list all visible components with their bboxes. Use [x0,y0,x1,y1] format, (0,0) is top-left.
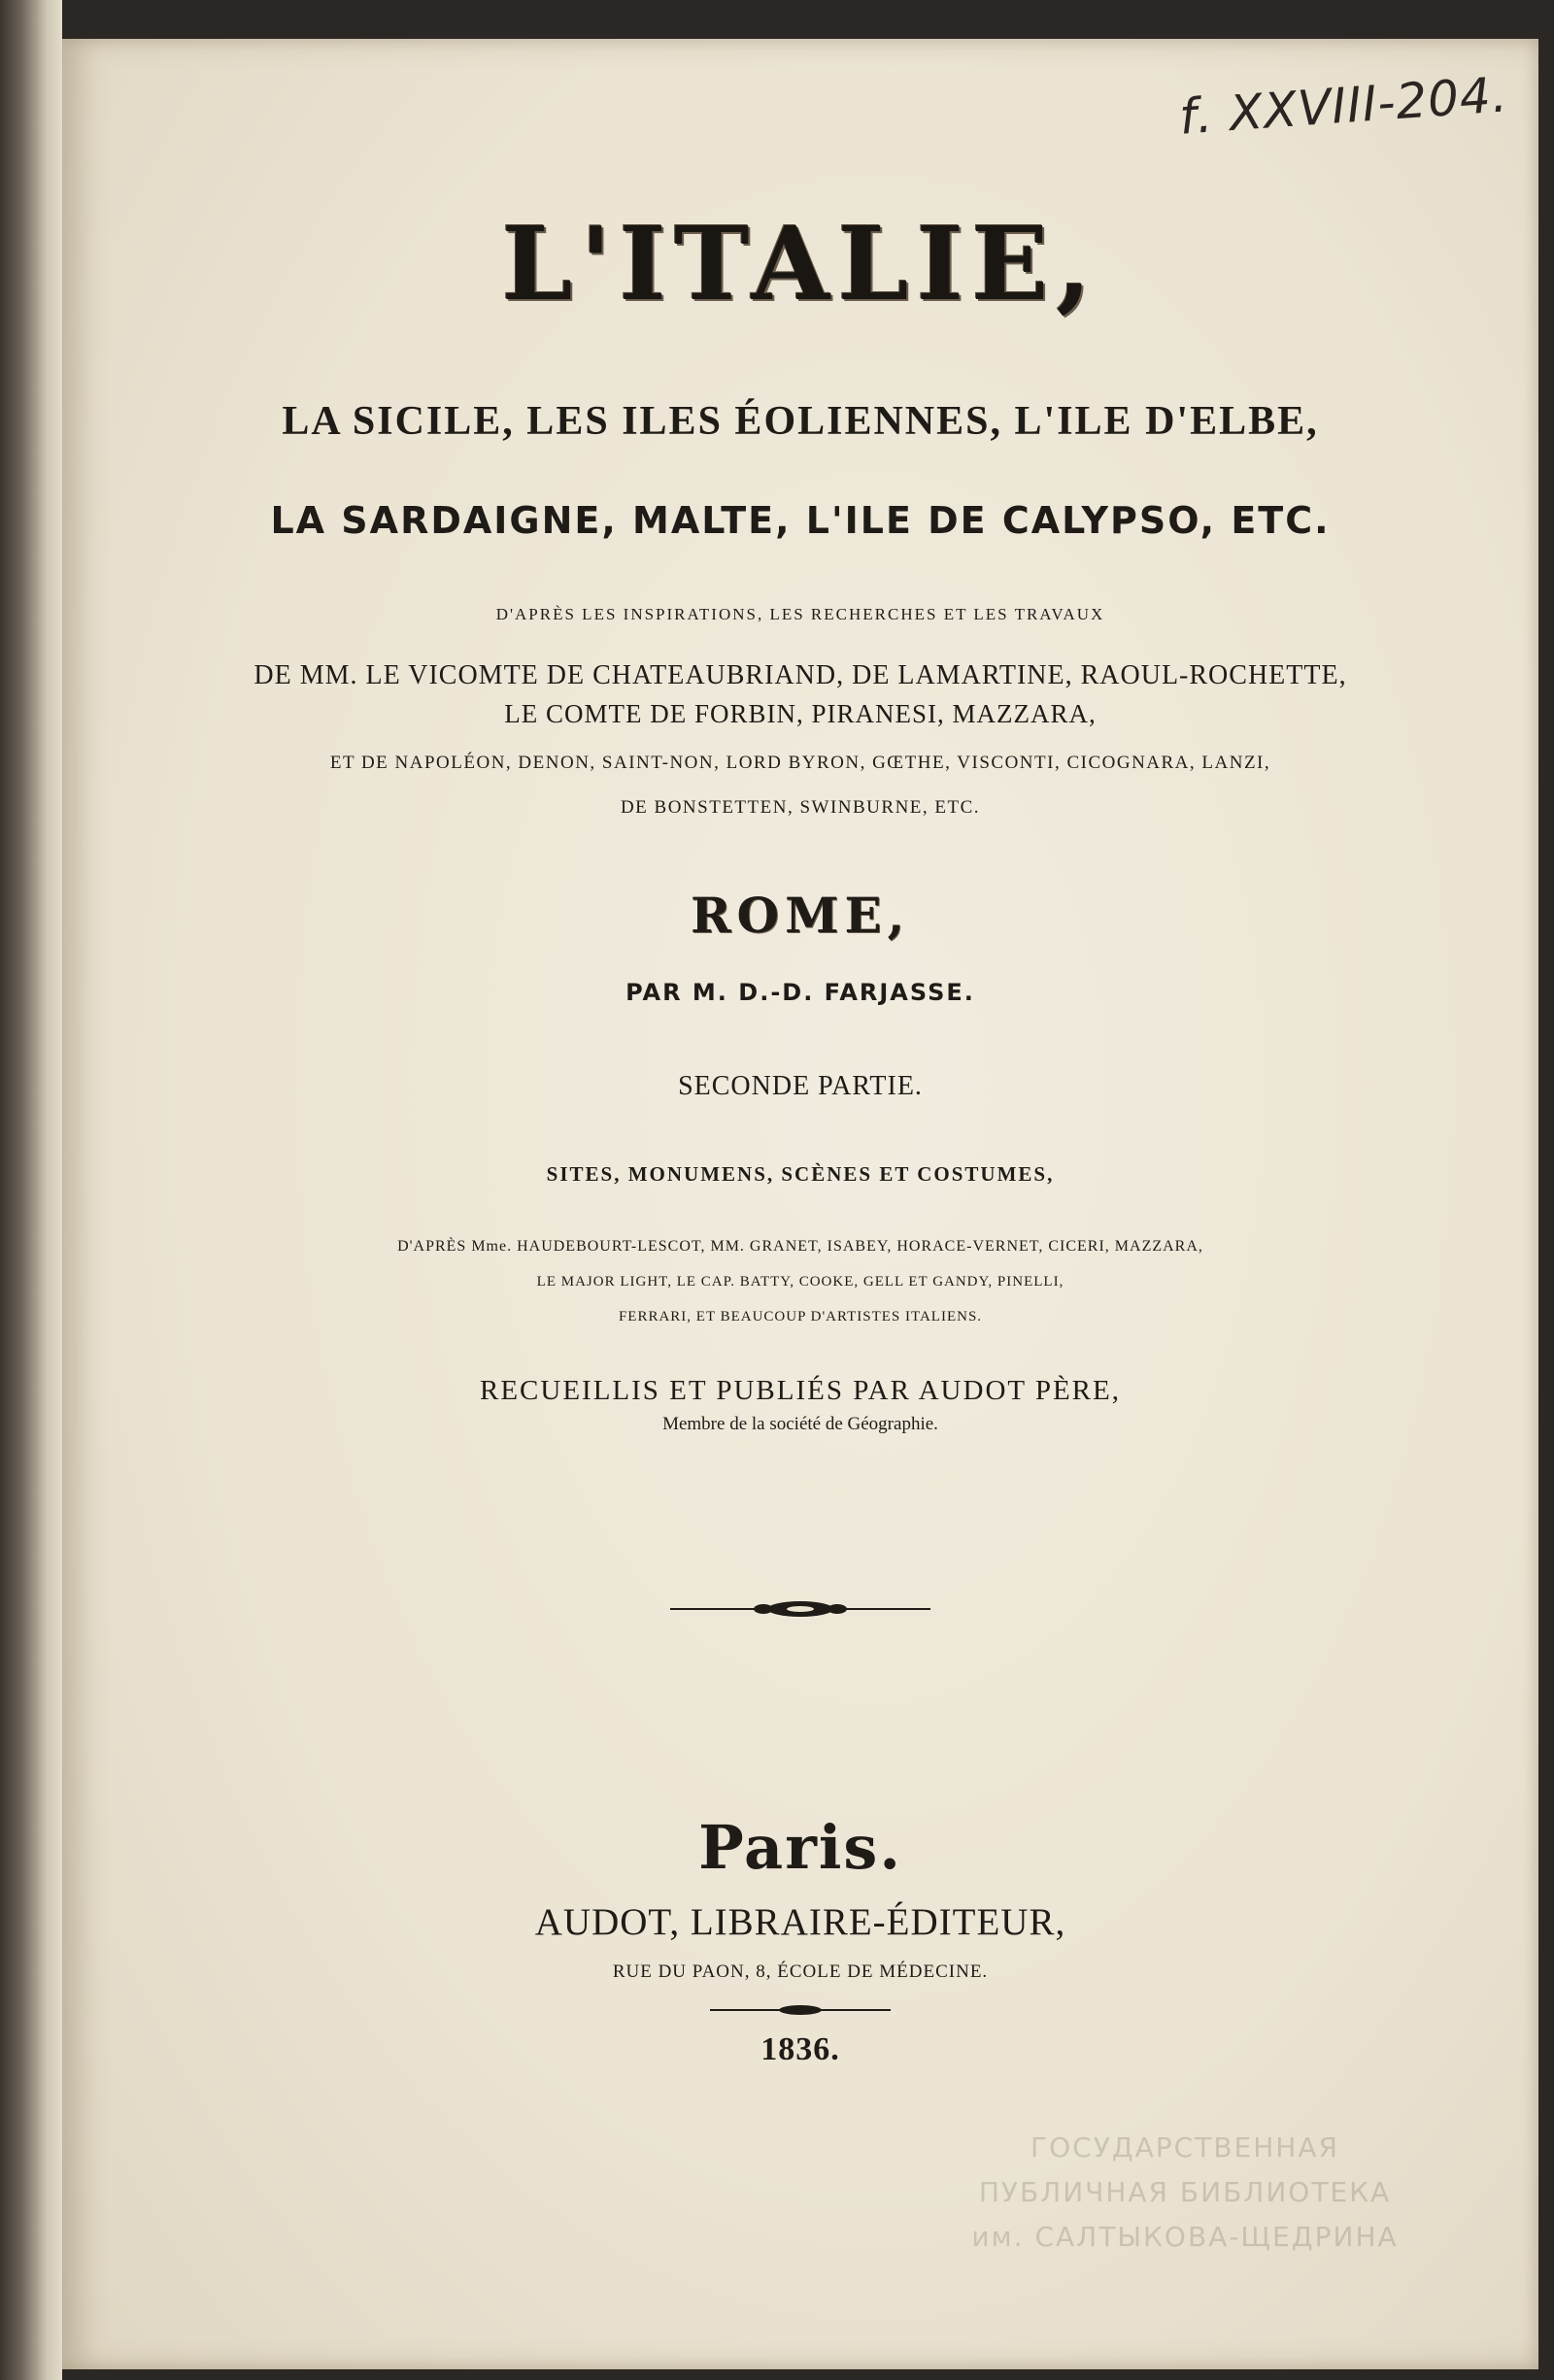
small-rule-divider [710,2003,891,2017]
artists-line-3: FERRARI, ET BEAUCOUP D'ARTISTES ITALIENS. [618,1309,983,1324]
collected-by-line: RECUEILLIS ET PUBLIÉS PAR AUDOT PÈRE, [480,1375,1121,1406]
stamp-line-1: ГОСУДАРСТВЕННАЯ [1030,2131,1339,2163]
subtitle-line-2: LA SARDAIGNE, MALTE, L'ILE DE CALYPSO, ETC. [270,499,1331,542]
publisher-line: AUDOT, LIBRAIRE-ÉDITEUR, [534,1901,1066,1943]
part-label: SECONDE PARTIE. [678,1071,923,1101]
shelfmark-handwritten: f. XXVIII-204. [1177,66,1510,146]
credits-line-2: LE COMTE DE FORBIN, PIRANESI, MAZZARA, [504,699,1097,728]
credits-line-4: DE BONSTETTEN, SWINBURNE, ETC. [620,797,981,818]
credits-line-3: ET DE NAPOLÉON, DENON, SAINT-NON, LORD BYRON, GŒTHE, VISCONTI, CICOGNARA, LANZI, [329,753,1271,773]
sources-intro: D'APRÈS LES INSPIRATIONS, LES RECHERCHES ET LES TRAVAUX [495,605,1105,623]
artists-line-2: LE MAJOR LIGHT, LE CAP. BATTY, COOKE, GELL ET GANDY, PINELLI, [536,1274,1064,1290]
library-stamp [913,2124,1457,2264]
address-line: RUE DU PAON, 8, ÉCOLE DE MÉDECINE. [612,1961,989,1982]
section-title: ROME, [691,887,910,944]
subtitle-line-1: LA SICILE, LES ILES ÉOLIENNES, L'ILE D'ELBE, [282,399,1319,444]
sites-line: SITES, MONUMENS, SCÈNES ET COSTUMES, [546,1162,1055,1186]
book-title: L'ITALIE, [501,204,1099,323]
stamp-line-2: ПУБЛИЧНАЯ БИБЛИОТЕКА [978,2176,1392,2208]
society-line: Membre de la société de Géographie. [662,1414,938,1434]
credits-line-1: DE MM. LE VICOMTE DE CHATEAUBRIAND, DE LAMARTINE, RAOUL-ROCHETTE, [253,660,1347,690]
title-page [62,39,1538,2369]
stamp-line-3: им. САЛТЫКОВА-ЩЕДРИНА [971,2221,1399,2253]
ornament-divider [670,1596,930,1622]
artists-line-1: D'APRÈS Mme. HAUDEBOURT-LESCOT, MM. GRANET, ISABEY, HORACE-VERNET, CICERI, MAZZARA, [397,1238,1203,1255]
book-binding [0,0,62,2380]
publication-year: 1836. [760,2031,840,2067]
city-name: Paris. [698,1812,902,1883]
author-line: PAR M. D.-D. FARJASSE. [625,979,975,1006]
